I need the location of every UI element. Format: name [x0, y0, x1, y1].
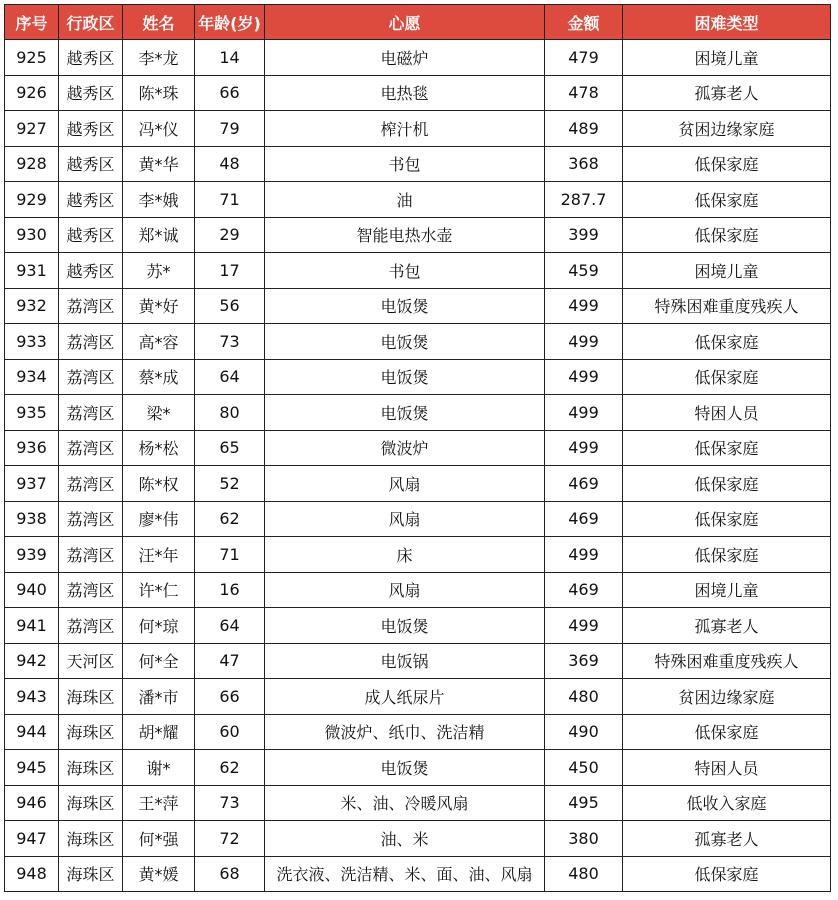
- age-cell: 80: [195, 395, 265, 431]
- district-cell: 海珠区: [59, 679, 123, 715]
- serial-number-cell: 926: [5, 75, 59, 111]
- amount-cell: 368: [545, 146, 623, 182]
- name-cell: 杨*松: [123, 430, 195, 466]
- hardship-type-cell: 困境儿童: [623, 572, 831, 608]
- hardship-type-cell: 困境儿童: [623, 253, 831, 289]
- district-cell: 越秀区: [59, 253, 123, 289]
- serial-number-cell: 932: [5, 288, 59, 324]
- age-cell: 14: [195, 40, 265, 76]
- wish-cell: 电饭煲: [265, 324, 545, 360]
- amount-cell: 469: [545, 466, 623, 502]
- district-cell: 荔湾区: [59, 572, 123, 608]
- district-cell: 越秀区: [59, 40, 123, 76]
- district-cell: 越秀区: [59, 75, 123, 111]
- age-cell: 47: [195, 643, 265, 679]
- serial-number-cell: 935: [5, 395, 59, 431]
- wish-cell: 书包: [265, 253, 545, 289]
- district-cell: 荔湾区: [59, 501, 123, 537]
- hardship-type-cell: 低保家庭: [623, 324, 831, 360]
- age-cell: 16: [195, 572, 265, 608]
- table-row: [5, 466, 831, 502]
- amount-cell: 369: [545, 643, 623, 679]
- name-cell: 李*龙: [123, 40, 195, 76]
- name-cell: 梁*: [123, 395, 195, 431]
- amount-cell: 499: [545, 288, 623, 324]
- amount-cell: 478: [545, 75, 623, 111]
- name-cell: 黄*好: [123, 288, 195, 324]
- table-row: [5, 324, 831, 360]
- name-cell: 谢*: [123, 750, 195, 786]
- hardship-type-cell: 低保家庭: [623, 430, 831, 466]
- age-cell: 17: [195, 253, 265, 289]
- amount-cell: 480: [545, 679, 623, 715]
- name-cell: 何*琼: [123, 608, 195, 644]
- amount-cell: 499: [545, 324, 623, 360]
- hardship-type-cell: 低保家庭: [623, 501, 831, 537]
- table-row: [5, 537, 831, 573]
- header-hardship-type: 困难类型: [623, 5, 831, 40]
- wish-cell: 米、油、冷暖风扇: [265, 785, 545, 821]
- district-cell: 海珠区: [59, 714, 123, 750]
- wish-cell: 榨汁机: [265, 111, 545, 147]
- hardship-type-cell: 低保家庭: [623, 182, 831, 218]
- header-serial-number: 序号: [5, 5, 59, 40]
- age-cell: 72: [195, 821, 265, 857]
- district-cell: 荔湾区: [59, 608, 123, 644]
- hardship-type-cell: 低保家庭: [623, 359, 831, 395]
- district-cell: 越秀区: [59, 111, 123, 147]
- hardship-type-cell: 低保家庭: [623, 146, 831, 182]
- amount-cell: 459: [545, 253, 623, 289]
- name-cell: 蔡*成: [123, 359, 195, 395]
- table-row: [5, 821, 831, 857]
- age-cell: 29: [195, 217, 265, 253]
- hardship-type-cell: 特困人员: [623, 750, 831, 786]
- header-name: 姓名: [123, 5, 195, 40]
- hardship-type-cell: 特殊困难重度残疾人: [623, 643, 831, 679]
- table-row: [5, 111, 831, 147]
- amount-cell: 495: [545, 785, 623, 821]
- amount-cell: 480: [545, 856, 623, 892]
- district-cell: 天河区: [59, 643, 123, 679]
- serial-number-cell: 934: [5, 359, 59, 395]
- table-row: [5, 146, 831, 182]
- age-cell: 64: [195, 359, 265, 395]
- serial-number-cell: 946: [5, 785, 59, 821]
- table-row: [5, 253, 831, 289]
- wish-cell: 电磁炉: [265, 40, 545, 76]
- serial-number-cell: 945: [5, 750, 59, 786]
- age-cell: 62: [195, 750, 265, 786]
- serial-number-cell: 938: [5, 501, 59, 537]
- table-row: [5, 501, 831, 537]
- table-row: [5, 608, 831, 644]
- wish-cell: 电饭煲: [265, 395, 545, 431]
- wish-cell: 电饭煲: [265, 608, 545, 644]
- amount-cell: 469: [545, 572, 623, 608]
- table-body: [5, 40, 831, 892]
- serial-number-cell: 931: [5, 253, 59, 289]
- name-cell: 陈*权: [123, 466, 195, 502]
- wish-cell: 微波炉、纸巾、洗洁精: [265, 714, 545, 750]
- district-cell: 越秀区: [59, 182, 123, 218]
- age-cell: 71: [195, 537, 265, 573]
- name-cell: 郑*诚: [123, 217, 195, 253]
- header-wish: 心愿: [265, 5, 545, 40]
- age-cell: 79: [195, 111, 265, 147]
- serial-number-cell: 933: [5, 324, 59, 360]
- table-row: [5, 288, 831, 324]
- amount-cell: 499: [545, 359, 623, 395]
- serial-number-cell: 927: [5, 111, 59, 147]
- age-cell: 60: [195, 714, 265, 750]
- age-cell: 52: [195, 466, 265, 502]
- hardship-type-cell: 孤寡老人: [623, 75, 831, 111]
- district-cell: 荔湾区: [59, 430, 123, 466]
- table-row: [5, 572, 831, 608]
- district-cell: 荔湾区: [59, 359, 123, 395]
- hardship-type-cell: 低保家庭: [623, 537, 831, 573]
- name-cell: 汪*年: [123, 537, 195, 573]
- amount-cell: 450: [545, 750, 623, 786]
- header-district: 行政区: [59, 5, 123, 40]
- age-cell: 62: [195, 501, 265, 537]
- wish-cell: 风扇: [265, 572, 545, 608]
- serial-number-cell: 947: [5, 821, 59, 857]
- name-cell: 黄*华: [123, 146, 195, 182]
- age-cell: 68: [195, 856, 265, 892]
- district-cell: 海珠区: [59, 856, 123, 892]
- serial-number-cell: 941: [5, 608, 59, 644]
- serial-number-cell: 944: [5, 714, 59, 750]
- amount-cell: 499: [545, 537, 623, 573]
- hardship-type-cell: 贫困边缘家庭: [623, 111, 831, 147]
- hardship-type-cell: 贫困边缘家庭: [623, 679, 831, 715]
- amount-cell: 479: [545, 40, 623, 76]
- name-cell: 王*萍: [123, 785, 195, 821]
- serial-number-cell: 942: [5, 643, 59, 679]
- amount-cell: 380: [545, 821, 623, 857]
- name-cell: 苏*: [123, 253, 195, 289]
- serial-number-cell: 930: [5, 217, 59, 253]
- age-cell: 65: [195, 430, 265, 466]
- wish-cell: 成人纸尿片: [265, 679, 545, 715]
- name-cell: 冯*仪: [123, 111, 195, 147]
- district-cell: 荔湾区: [59, 466, 123, 502]
- amount-cell: 499: [545, 430, 623, 466]
- hardship-type-cell: 低保家庭: [623, 217, 831, 253]
- district-cell: 荔湾区: [59, 324, 123, 360]
- table-row: [5, 679, 831, 715]
- serial-number-cell: 948: [5, 856, 59, 892]
- wish-cell: 电饭煲: [265, 288, 545, 324]
- hardship-type-cell: 孤寡老人: [623, 608, 831, 644]
- name-cell: 胡*耀: [123, 714, 195, 750]
- district-cell: 海珠区: [59, 821, 123, 857]
- name-cell: 潘*市: [123, 679, 195, 715]
- serial-number-cell: 928: [5, 146, 59, 182]
- age-cell: 73: [195, 785, 265, 821]
- amount-cell: 499: [545, 608, 623, 644]
- name-cell: 黄*媛: [123, 856, 195, 892]
- age-cell: 56: [195, 288, 265, 324]
- wish-cell: 书包: [265, 146, 545, 182]
- district-cell: 越秀区: [59, 146, 123, 182]
- serial-number-cell: 939: [5, 537, 59, 573]
- wish-cell: 油、米: [265, 821, 545, 857]
- wish-cell: 电饭煲: [265, 359, 545, 395]
- amount-cell: 499: [545, 395, 623, 431]
- hardship-type-cell: 困境儿童: [623, 40, 831, 76]
- district-cell: 海珠区: [59, 785, 123, 821]
- wish-cell: 电饭锅: [265, 643, 545, 679]
- serial-number-cell: 937: [5, 466, 59, 502]
- table-row: [5, 750, 831, 786]
- district-cell: 荔湾区: [59, 537, 123, 573]
- name-cell: 陈*珠: [123, 75, 195, 111]
- district-cell: 越秀区: [59, 217, 123, 253]
- age-cell: 66: [195, 679, 265, 715]
- table-row: [5, 359, 831, 395]
- table-row: [5, 395, 831, 431]
- header-amount: 金额: [545, 5, 623, 40]
- hardship-type-cell: 孤寡老人: [623, 821, 831, 857]
- wish-cell: 电饭煲: [265, 750, 545, 786]
- wish-list-table: [4, 4, 831, 892]
- age-cell: 64: [195, 608, 265, 644]
- serial-number-cell: 943: [5, 679, 59, 715]
- hardship-type-cell: 特困人员: [623, 395, 831, 431]
- table-row: [5, 182, 831, 218]
- table-row: [5, 856, 831, 892]
- table-row: [5, 785, 831, 821]
- serial-number-cell: 936: [5, 430, 59, 466]
- hardship-type-cell: 低保家庭: [623, 856, 831, 892]
- table-row: [5, 643, 831, 679]
- name-cell: 廖*伟: [123, 501, 195, 537]
- serial-number-cell: 940: [5, 572, 59, 608]
- name-cell: 许*仁: [123, 572, 195, 608]
- wish-cell: 电热毯: [265, 75, 545, 111]
- age-cell: 71: [195, 182, 265, 218]
- table-row: [5, 714, 831, 750]
- table-header-row: [5, 5, 831, 40]
- wish-list-table-container: [4, 4, 831, 892]
- district-cell: 海珠区: [59, 750, 123, 786]
- table-row: [5, 217, 831, 253]
- wish-cell: 油: [265, 182, 545, 218]
- name-cell: 何*全: [123, 643, 195, 679]
- amount-cell: 287.7: [545, 182, 623, 218]
- serial-number-cell: 925: [5, 40, 59, 76]
- hardship-type-cell: 低保家庭: [623, 466, 831, 502]
- name-cell: 何*强: [123, 821, 195, 857]
- header-age: 年龄(岁): [195, 5, 265, 40]
- table-row: [5, 430, 831, 466]
- amount-cell: 489: [545, 111, 623, 147]
- name-cell: 李*娥: [123, 182, 195, 218]
- table-row: [5, 40, 831, 76]
- age-cell: 48: [195, 146, 265, 182]
- hardship-type-cell: 特殊困难重度残疾人: [623, 288, 831, 324]
- amount-cell: 399: [545, 217, 623, 253]
- wish-cell: 洗衣液、洗洁精、米、面、油、风扇: [265, 856, 545, 892]
- name-cell: 高*容: [123, 324, 195, 360]
- district-cell: 荔湾区: [59, 395, 123, 431]
- amount-cell: 490: [545, 714, 623, 750]
- hardship-type-cell: 低收入家庭: [623, 785, 831, 821]
- wish-cell: 风扇: [265, 501, 545, 537]
- age-cell: 73: [195, 324, 265, 360]
- table-row: [5, 75, 831, 111]
- wish-cell: 风扇: [265, 466, 545, 502]
- district-cell: 荔湾区: [59, 288, 123, 324]
- wish-cell: 智能电热水壶: [265, 217, 545, 253]
- serial-number-cell: 929: [5, 182, 59, 218]
- amount-cell: 469: [545, 501, 623, 537]
- hardship-type-cell: 低保家庭: [623, 714, 831, 750]
- wish-cell: 床: [265, 537, 545, 573]
- age-cell: 66: [195, 75, 265, 111]
- wish-cell: 微波炉: [265, 430, 545, 466]
